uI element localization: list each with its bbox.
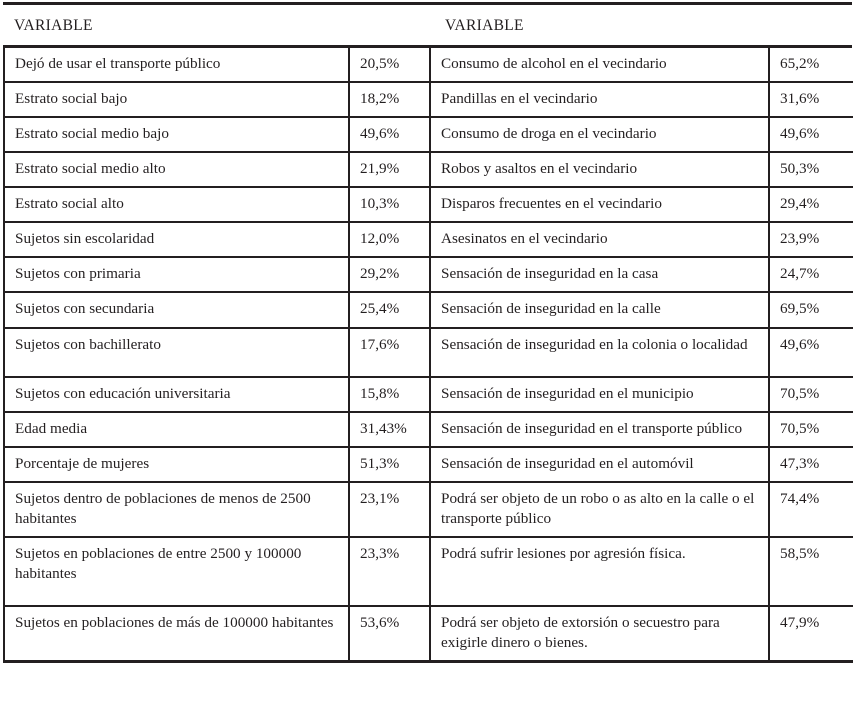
table-row bbox=[4, 82, 853, 117]
table-row bbox=[4, 537, 853, 606]
cell-variable-right: Podrá ser objeto de un robo o as alto en la calle o el transporte público bbox=[430, 482, 769, 537]
cell-variable-left: Sujetos dentro de poblaciones de menos de 2500 habitantes bbox=[4, 482, 349, 537]
cell-percent-right: 70,5% bbox=[769, 377, 853, 412]
cell-variable-right: Podrá sufrir lesiones por agresión física. bbox=[430, 537, 769, 606]
cell-variable-right: Sensación de inseguridad en la colonia o localidad bbox=[430, 328, 769, 377]
cell-percent-left: 49,6% bbox=[349, 117, 430, 152]
table-row bbox=[4, 187, 853, 222]
cell-variable-right: Sensación de inseguridad en el transporte público bbox=[430, 412, 769, 447]
table-row bbox=[4, 482, 853, 537]
cell-percent-right: 65,2% bbox=[769, 48, 853, 82]
column-header-variable-right: VARIABLE bbox=[445, 16, 524, 34]
cell-variable-right: Disparos frecuentes en el vecindario bbox=[430, 187, 769, 222]
cell-percent-left: 18,2% bbox=[349, 82, 430, 117]
cell-variable-right: Podrá ser objeto de extorsión o secuestro para exigirle dinero o bienes. bbox=[430, 606, 769, 662]
cell-variable-left: Estrato social bajo bbox=[4, 82, 349, 117]
cell-percent-right: 47,3% bbox=[769, 447, 853, 482]
cell-percent-left: 10,3% bbox=[349, 187, 430, 222]
cell-percent-left: 53,6% bbox=[349, 606, 430, 662]
table-row bbox=[4, 606, 853, 662]
cell-percent-left: 29,2% bbox=[349, 257, 430, 292]
cell-percent-left: 31,43% bbox=[349, 412, 430, 447]
cell-percent-left: 51,3% bbox=[349, 447, 430, 482]
cell-percent-right: 69,5% bbox=[769, 292, 853, 327]
table-row bbox=[4, 412, 853, 447]
cell-percent-right: 49,6% bbox=[769, 328, 853, 377]
table-row bbox=[4, 377, 853, 412]
cell-variable-left: Edad media bbox=[4, 412, 349, 447]
cell-percent-right: 47,9% bbox=[769, 606, 853, 662]
table-row bbox=[4, 48, 853, 82]
cell-percent-left: 23,3% bbox=[349, 537, 430, 606]
table-header-row bbox=[3, 5, 852, 46]
cell-variable-left: Sujetos sin escolaridad bbox=[4, 222, 349, 257]
cell-percent-left: 23,1% bbox=[349, 482, 430, 537]
table-row bbox=[4, 257, 853, 292]
table-row bbox=[4, 328, 853, 377]
cell-percent-right: 29,4% bbox=[769, 187, 853, 222]
cell-percent-right: 23,9% bbox=[769, 222, 853, 257]
cell-percent-right: 74,4% bbox=[769, 482, 853, 537]
cell-variable-right: Consumo de droga en el vecindario bbox=[430, 117, 769, 152]
cell-percent-left: 12,0% bbox=[349, 222, 430, 257]
cell-variable-left: Estrato social medio bajo bbox=[4, 117, 349, 152]
cell-variable-left: Dejó de usar el transporte público bbox=[4, 48, 349, 82]
cell-percent-left: 25,4% bbox=[349, 292, 430, 327]
cell-variable-left: Porcentaje de mujeres bbox=[4, 447, 349, 482]
column-header-variable-left: VARIABLE bbox=[14, 16, 93, 34]
variables-table bbox=[3, 48, 853, 663]
cell-variable-left: Sujetos con bachillerato bbox=[4, 328, 349, 377]
cell-percent-left: 21,9% bbox=[349, 152, 430, 187]
cell-variable-left: Sujetos con educación universitaria bbox=[4, 377, 349, 412]
cell-variable-right: Sensación de inseguridad en la calle bbox=[430, 292, 769, 327]
cell-percent-right: 58,5% bbox=[769, 537, 853, 606]
cell-variable-left: Sujetos en poblaciones de entre 2500 y 100000 habitantes bbox=[4, 537, 349, 606]
cell-variable-left: Sujetos con primaria bbox=[4, 257, 349, 292]
cell-percent-right: 70,5% bbox=[769, 412, 853, 447]
cell-variable-left: Sujetos en poblaciones de más de 100000 habitantes bbox=[4, 606, 349, 662]
table-body bbox=[4, 48, 853, 662]
table-row bbox=[4, 292, 853, 327]
cell-variable-right: Pandillas en el vecindario bbox=[430, 82, 769, 117]
cell-percent-left: 15,8% bbox=[349, 377, 430, 412]
table-row bbox=[4, 222, 853, 257]
cell-percent-right: 49,6% bbox=[769, 117, 853, 152]
cell-percent-right: 50,3% bbox=[769, 152, 853, 187]
cell-variable-left: Sujetos con secundaria bbox=[4, 292, 349, 327]
cell-percent-left: 20,5% bbox=[349, 48, 430, 82]
cell-percent-left: 17,6% bbox=[349, 328, 430, 377]
cell-percent-right: 24,7% bbox=[769, 257, 853, 292]
cell-percent-right: 31,6% bbox=[769, 82, 853, 117]
table-row bbox=[4, 447, 853, 482]
cell-variable-right: Sensación de inseguridad en la casa bbox=[430, 257, 769, 292]
table-row bbox=[4, 117, 853, 152]
cell-variable-right: Consumo de alcohol en el vecindario bbox=[430, 48, 769, 82]
cell-variable-right: Robos y asaltos en el vecindario bbox=[430, 152, 769, 187]
cell-variable-right: Sensación de inseguridad en el municipio bbox=[430, 377, 769, 412]
cell-variable-left: Estrato social medio alto bbox=[4, 152, 349, 187]
cell-variable-left: Estrato social alto bbox=[4, 187, 349, 222]
cell-variable-right: Asesinatos en el vecindario bbox=[430, 222, 769, 257]
table-row bbox=[4, 152, 853, 187]
cell-variable-right: Sensación de inseguridad en el automóvil bbox=[430, 447, 769, 482]
